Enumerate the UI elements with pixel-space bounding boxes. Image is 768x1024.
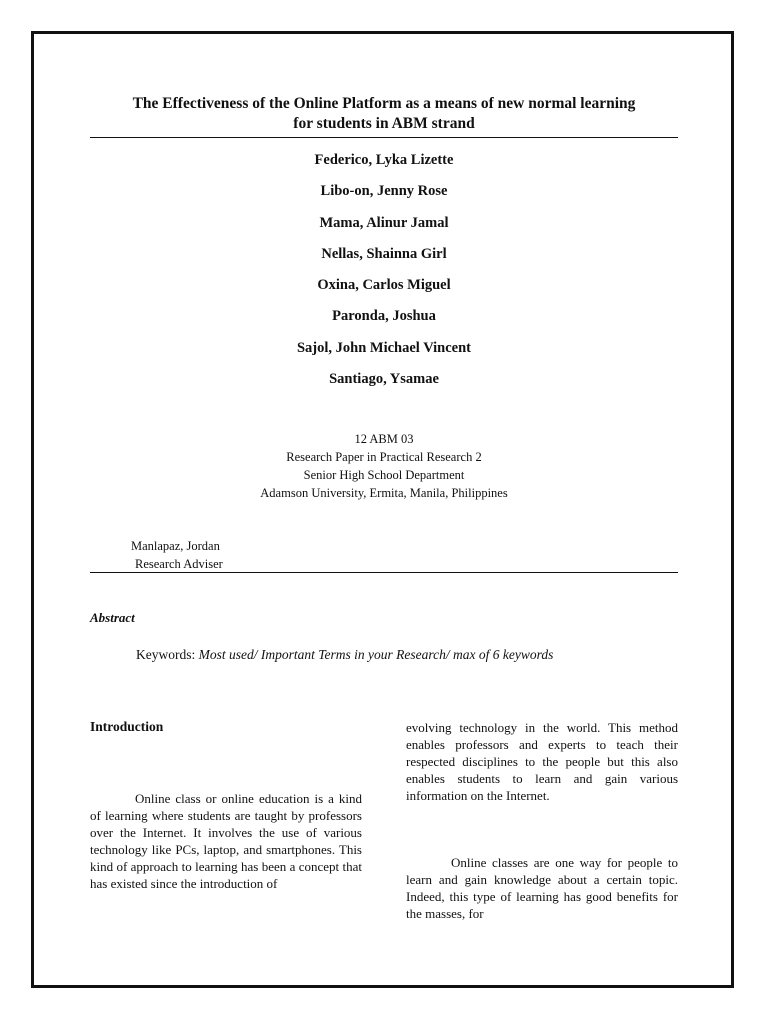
- course-label: Research Paper in Practical Research 2: [286, 450, 482, 464]
- paper-title: [90, 94, 678, 134]
- author: Santiago, Ysamae: [329, 371, 439, 388]
- author: Mama, Alinur Jamal: [319, 214, 449, 231]
- author-list: [90, 149, 678, 399]
- author: Oxina, Carlos Miguel: [317, 277, 451, 294]
- adviser-rule: [90, 572, 678, 573]
- university-label: Adamson University, Ermita, Manila, Philippines: [260, 486, 508, 500]
- intro-paragraph-1: Online class or online education is a kind of learning where students are taught by professors over the Internet. It involves the use of various technology like PCs, laptop, and smartphones. This kind of approach to learning has been a concept that has existed since the introduction of: [90, 791, 362, 891]
- right-column-bottom: [406, 854, 678, 922]
- adviser-block: [131, 537, 223, 573]
- author: Federico, Lyka Lizette: [314, 152, 454, 168]
- introduction-heading: Introduction: [90, 719, 164, 734]
- title-line-2: for students in ABM strand: [293, 115, 475, 132]
- keywords-line: [136, 646, 553, 664]
- department-label: Senior High School Department: [303, 468, 465, 482]
- author: Libo-on, Jenny Rose: [320, 183, 448, 200]
- title-line-1: The Effectiveness of the Online Platform as a means of new normal learning: [132, 95, 636, 112]
- intro-paragraph-1-continued: evolving technology in the world. This method enables professors and experts to teach their respected disciplines to the people but this also enables students to learn and gain various information on the Internet.: [406, 720, 678, 803]
- adviser-role: Research Adviser: [135, 557, 223, 571]
- title-rule: [90, 137, 678, 138]
- author: Sajol, John Michael Vincent: [296, 339, 471, 356]
- adviser-name: Manlapaz, Jordan: [131, 539, 220, 553]
- keywords-label: Keywords:: [136, 647, 199, 662]
- keywords-value: Most used/ Important Terms in your Research/ max of 6 keywords: [198, 647, 554, 662]
- intro-paragraph-2: Online classes are one way for people to learn and gain knowledge about a certain topic. Indeed, this type of learning has good benefits for the masses, for: [406, 855, 678, 921]
- abstract-heading: Abstract: [90, 610, 135, 625]
- author: Paronda, Joshua: [332, 308, 436, 325]
- right-column-top: [406, 719, 678, 804]
- left-column: [90, 790, 362, 892]
- author: Nellas, Shainna Girl: [321, 245, 447, 262]
- affiliation-block: [90, 430, 678, 502]
- section-label: 12 ABM 03: [354, 432, 414, 446]
